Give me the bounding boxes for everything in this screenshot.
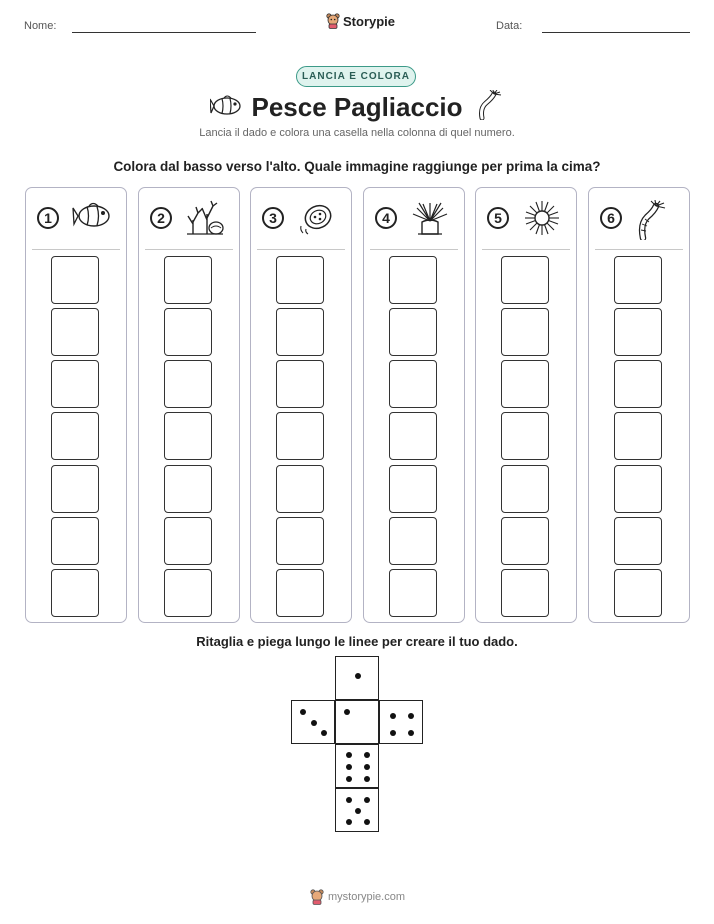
dice-pip: [355, 808, 361, 814]
color-cell[interactable]: [389, 465, 437, 513]
color-cell[interactable]: [276, 360, 324, 408]
color-cell[interactable]: [51, 256, 99, 304]
color-cell[interactable]: [501, 517, 549, 565]
color-cell[interactable]: [276, 412, 324, 460]
color-cell[interactable]: [276, 308, 324, 356]
dice-pip: [300, 709, 306, 715]
clownfish-icon: [72, 200, 112, 237]
column-number: 3: [262, 207, 284, 229]
dice-pip: [346, 797, 352, 803]
color-cell[interactable]: [164, 569, 212, 617]
dice-face-3: [291, 700, 335, 744]
color-cell[interactable]: [501, 465, 549, 513]
dice-pip: [321, 730, 327, 736]
dice-pip: [346, 819, 352, 825]
color-cell[interactable]: [164, 517, 212, 565]
dice-face-1: [335, 700, 379, 744]
column-5: [475, 187, 577, 623]
brand-name: Storypie: [343, 13, 396, 29]
dice-pip: [390, 713, 396, 719]
sea-anemone-icon: [410, 200, 450, 241]
color-cell[interactable]: [164, 256, 212, 304]
sea-urchin-icon: [522, 200, 562, 241]
color-cell[interactable]: [51, 465, 99, 513]
footer: [310, 889, 405, 905]
page-subtitle: Lancia il dado e colora una casella nella colonna di quel numero.: [199, 127, 515, 139]
color-cell[interactable]: [501, 569, 549, 617]
color-cell[interactable]: [51, 517, 99, 565]
dice-pip: [364, 752, 370, 758]
instruction-text: Colora dal basso verso l'alto. Quale immagine raggiunge per prima la cima?: [113, 159, 601, 174]
brand-logo: [326, 13, 395, 29]
color-cell[interactable]: [389, 412, 437, 460]
dice-pip: [355, 673, 361, 679]
dice-face-1: [335, 656, 379, 700]
column-2: [138, 187, 240, 623]
column-divider: [370, 249, 458, 250]
color-cell[interactable]: [164, 412, 212, 460]
color-cell[interactable]: [276, 517, 324, 565]
column-divider: [482, 249, 570, 250]
page-title: Pesce Pagliaccio: [251, 92, 463, 122]
color-cell[interactable]: [614, 517, 662, 565]
tube-worm-icon: [635, 200, 669, 245]
color-cell[interactable]: [614, 412, 662, 460]
column-divider: [595, 249, 683, 250]
color-cell[interactable]: [501, 256, 549, 304]
column-divider: [145, 249, 233, 250]
dice-pip: [408, 730, 414, 736]
color-cell[interactable]: [389, 308, 437, 356]
dice-caption: Ritaglia e piega lungo le linee per creare il tuo dado.: [196, 634, 518, 649]
color-cell[interactable]: [51, 569, 99, 617]
color-cell[interactable]: [51, 308, 99, 356]
dice-face-5: [335, 788, 379, 832]
color-cell[interactable]: [276, 465, 324, 513]
storypie-mascot-icon: [326, 13, 340, 29]
dice-face-4: [379, 700, 423, 744]
color-cell[interactable]: [164, 465, 212, 513]
color-cell[interactable]: [614, 465, 662, 513]
dice-pip: [364, 776, 370, 782]
color-cell[interactable]: [389, 517, 437, 565]
dice-pip: [390, 730, 396, 736]
color-cell[interactable]: [614, 256, 662, 304]
dice-pip: [344, 709, 350, 715]
dice-pip: [346, 752, 352, 758]
color-cell[interactable]: [501, 360, 549, 408]
color-cell[interactable]: [164, 360, 212, 408]
color-cell[interactable]: [164, 308, 212, 356]
tube-worm-icon: [476, 90, 504, 120]
dice-pip: [408, 713, 414, 719]
column-3: [250, 187, 352, 623]
column-number: 4: [375, 207, 397, 229]
dice-pip: [364, 764, 370, 770]
activity-badge: LANCIA E COLORA: [296, 66, 416, 87]
color-cell[interactable]: [614, 569, 662, 617]
color-cell[interactable]: [614, 308, 662, 356]
column-divider: [257, 249, 345, 250]
column-number: 1: [37, 207, 59, 229]
dice-pip: [364, 819, 370, 825]
storypie-mascot-icon: [310, 889, 324, 905]
color-cell[interactable]: [389, 256, 437, 304]
color-cell[interactable]: [51, 360, 99, 408]
date-label: Data:: [496, 20, 523, 32]
dice-pip: [364, 797, 370, 803]
dice-face-6: [335, 744, 379, 788]
color-cell[interactable]: [389, 569, 437, 617]
color-cell[interactable]: [501, 412, 549, 460]
column-4: [363, 187, 465, 623]
name-line: [72, 32, 256, 33]
footer-url: mystorypie.com: [328, 891, 406, 903]
name-label: Nome:: [24, 20, 57, 32]
column-number: 6: [600, 207, 622, 229]
coral-polyp-icon: [297, 200, 337, 241]
date-line: [542, 32, 690, 33]
color-cell[interactable]: [51, 412, 99, 460]
dice-pip: [346, 776, 352, 782]
color-cell[interactable]: [276, 569, 324, 617]
column-1: [25, 187, 127, 623]
color-cell[interactable]: [501, 308, 549, 356]
column-number: 5: [487, 207, 509, 229]
column-number: 2: [150, 207, 172, 229]
dice-pip: [311, 720, 317, 726]
color-cell[interactable]: [389, 360, 437, 408]
color-cell[interactable]: [614, 360, 662, 408]
column-divider: [32, 249, 120, 250]
dice-pip: [346, 764, 352, 770]
coral-reef-icon: [185, 200, 225, 241]
column-6: [588, 187, 690, 623]
color-cell[interactable]: [276, 256, 324, 304]
